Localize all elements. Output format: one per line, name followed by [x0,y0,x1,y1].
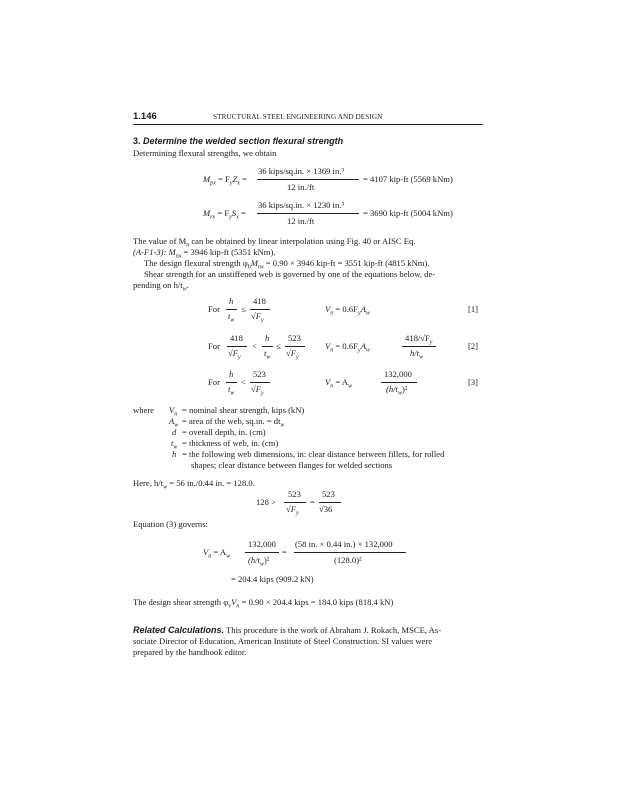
vn-lhs: $V_n = A_w$ [203,547,231,560]
case1-op: ≤ [241,304,246,314]
related-line3: prepared by the handbook editor. [133,647,247,657]
case2-tag: [2] [468,341,479,351]
step-number: 3. [133,136,141,146]
where-desc-d: = overall depth, in. (cm) [182,427,266,437]
eq-mrx-denominator: 12 in./ft [287,216,315,226]
case1-lim-den: $√F_y$ [251,311,264,324]
header-rule [133,124,483,125]
compare-f2-num: 523 [322,489,335,499]
case2-frac-bar [402,346,436,347]
step-intro: Determining flexural strengths, we obtain [133,148,277,158]
case2-right-den: $√F_y$ [286,348,299,361]
case1-cond-bar [226,309,237,310]
eq-mrx-numerator: 36 kips/sq.in. × 1230 in.³ [258,200,344,210]
case1-lim-bar [250,309,270,310]
step-title: Determine the welded section flexural strength [143,136,344,146]
eq-mpx-numerator: 36 kips/sq.in. × 1369 in.³ [258,166,344,176]
case2-op2: ≤ [276,341,281,351]
related-line1: Related Calculations. This procedure is the work of Abraham J. Rokach, MSCE, As- [133,625,442,635]
vn-eq-sign: = [282,547,287,557]
compare-f1-den: $√F_y$ [286,504,299,517]
case3-formula: $V_n = A_w$ [325,377,353,390]
related-heading: Related Calculations. [133,625,225,635]
step-heading [133,136,343,147]
case2-frac-num: $418/√F_y$ [405,333,433,346]
case2-formula: $V_n = 0.6F_yA_w$ [325,341,370,354]
design-shear-line: The design shear strength $\varphi_vV_n = 0.90 \times 204.4$ kips = 184.0 kips (818.4 kN) [133,597,394,610]
para1-line5: pending on $h/t_w$. [133,280,189,293]
case2-mid-num: h [265,333,270,343]
case2-left-num: 418 [230,333,243,343]
eq-mpx-denominator: 12 in./ft [287,182,315,192]
here-line: Here, $h/t_w = 56$ in./0.44 in. = 128.0. [133,478,255,491]
eq-mpx-lhs: $M_{px} = F_yZ_x$ = [203,174,247,187]
eq-mpx-result: = 4107 kip-ft (5569 kNm) [363,174,453,184]
case2-for: For [208,341,220,351]
eq-mrx-result: = 3690 kip-ft (5004 kNm) [363,208,453,218]
where-desc-vn: = nominal shear strength, kips (kN) [182,405,305,415]
where-desc-h: = the following web dimensions, in: clear distance between fillets, for rolled [182,449,445,459]
where-sym-aw: $A_w$ [169,416,179,429]
vn-f2-den: (128.0)² [334,555,362,565]
eq-mrx-lhs: $M_{rx} = F_yS_x$ = [203,208,246,221]
case3-frac-bar [381,382,417,383]
case2-right-bar [285,346,305,347]
case3-lim-den: $√F_y$ [251,384,264,397]
governs-line: Equation (3) governs: [133,519,208,529]
vn-f2-num: (58 in. × 0.44 in.) × 132,000 [295,539,393,549]
vn-result: = 204.4 kips (909.2 kN) [231,574,314,584]
para1-line1: The value of $M_n$ can be obtained by linear interpolation using Fig. 40 or AISC Eq. [133,236,416,249]
case2-mid-den: $t_w$ [264,348,271,361]
case2-op1: < [252,341,257,351]
case1-for: For [208,304,220,314]
case1-cond-den: $t_w$ [228,311,235,324]
page-number: 1.146 [133,111,157,122]
vn-f1-den: $(h/t_w)^2$ [248,555,270,568]
para1-line2: (A-F1-3): $M_{nx} = 3946$ kip-ft (5351 kNm). [133,247,276,260]
case2-mid-bar [262,346,273,347]
eq-mrx-fraction-bar [257,213,359,214]
case3-cond-bar [226,382,237,383]
vn-f1-bar [245,552,279,553]
where-label: where [133,405,154,415]
case3-tag: [3] [468,377,479,387]
compare-lhs: 128 > [256,497,276,507]
compare-eq: = [310,497,315,507]
vn-f2-bar [294,552,406,553]
eq-mpx-fraction-bar [257,179,359,180]
case3-frac-num: 132,000 [384,369,412,379]
where-sym-h: h [172,449,177,459]
compare-f2-bar [319,502,341,503]
case3-for: For [208,377,220,387]
case1-cond-num: h [229,296,234,306]
para1-line4: Shear strength for an unstiffened web is governed by one of the equations below, de- [144,269,436,279]
para1-line3: The design flexural strength $\varphi_bM_{nx} = 0.90 \times 3946$ kip-ft = 3551 kip-ft (4815 kNm). [144,258,430,271]
case2-frac-den: $h/t_w$ [410,348,424,361]
where-sym-vn: $V_n$ [169,405,178,418]
case1-lim-num: 418 [253,296,266,306]
compare-f2-den: √36 [319,504,333,514]
case3-cond-den: $t_w$ [228,384,235,397]
case3-cond-num: h [229,369,234,379]
case3-frac-den: $(h/t_w)^2$ [386,384,408,397]
where-sym-tw: $t_w$ [171,438,178,451]
case3-lim-num: 523 [253,369,266,379]
case2-left-bar [227,346,247,347]
compare-f1-bar [284,502,306,503]
where-sym-d: d [172,427,177,437]
where-desc-tw: = thickness of web, in. (cm) [182,438,279,448]
where-continuation: shapes; clear distance between flanges for welded sections [191,460,393,470]
case2-right-num: 523 [288,333,301,343]
running-title: STRUCTURAL STEEL ENGINEERING AND DESIGN [213,113,383,121]
case1-tag: [1] [468,304,479,314]
related-line2: sociate Director of Education, American Institute of Steel Construction. SI values were [133,636,433,646]
compare-f1-num: 523 [288,489,301,499]
case3-lim-bar [250,382,270,383]
where-desc-aw: = area of the web, sq.in. = $dt_w$ [182,416,285,429]
case3-op: < [241,377,246,387]
case1-formula: $V_n = 0.6F_yA_w$ [325,304,370,317]
vn-f1-num: 132,000 [248,539,276,549]
case2-left-den: $√F_y$ [228,348,241,361]
